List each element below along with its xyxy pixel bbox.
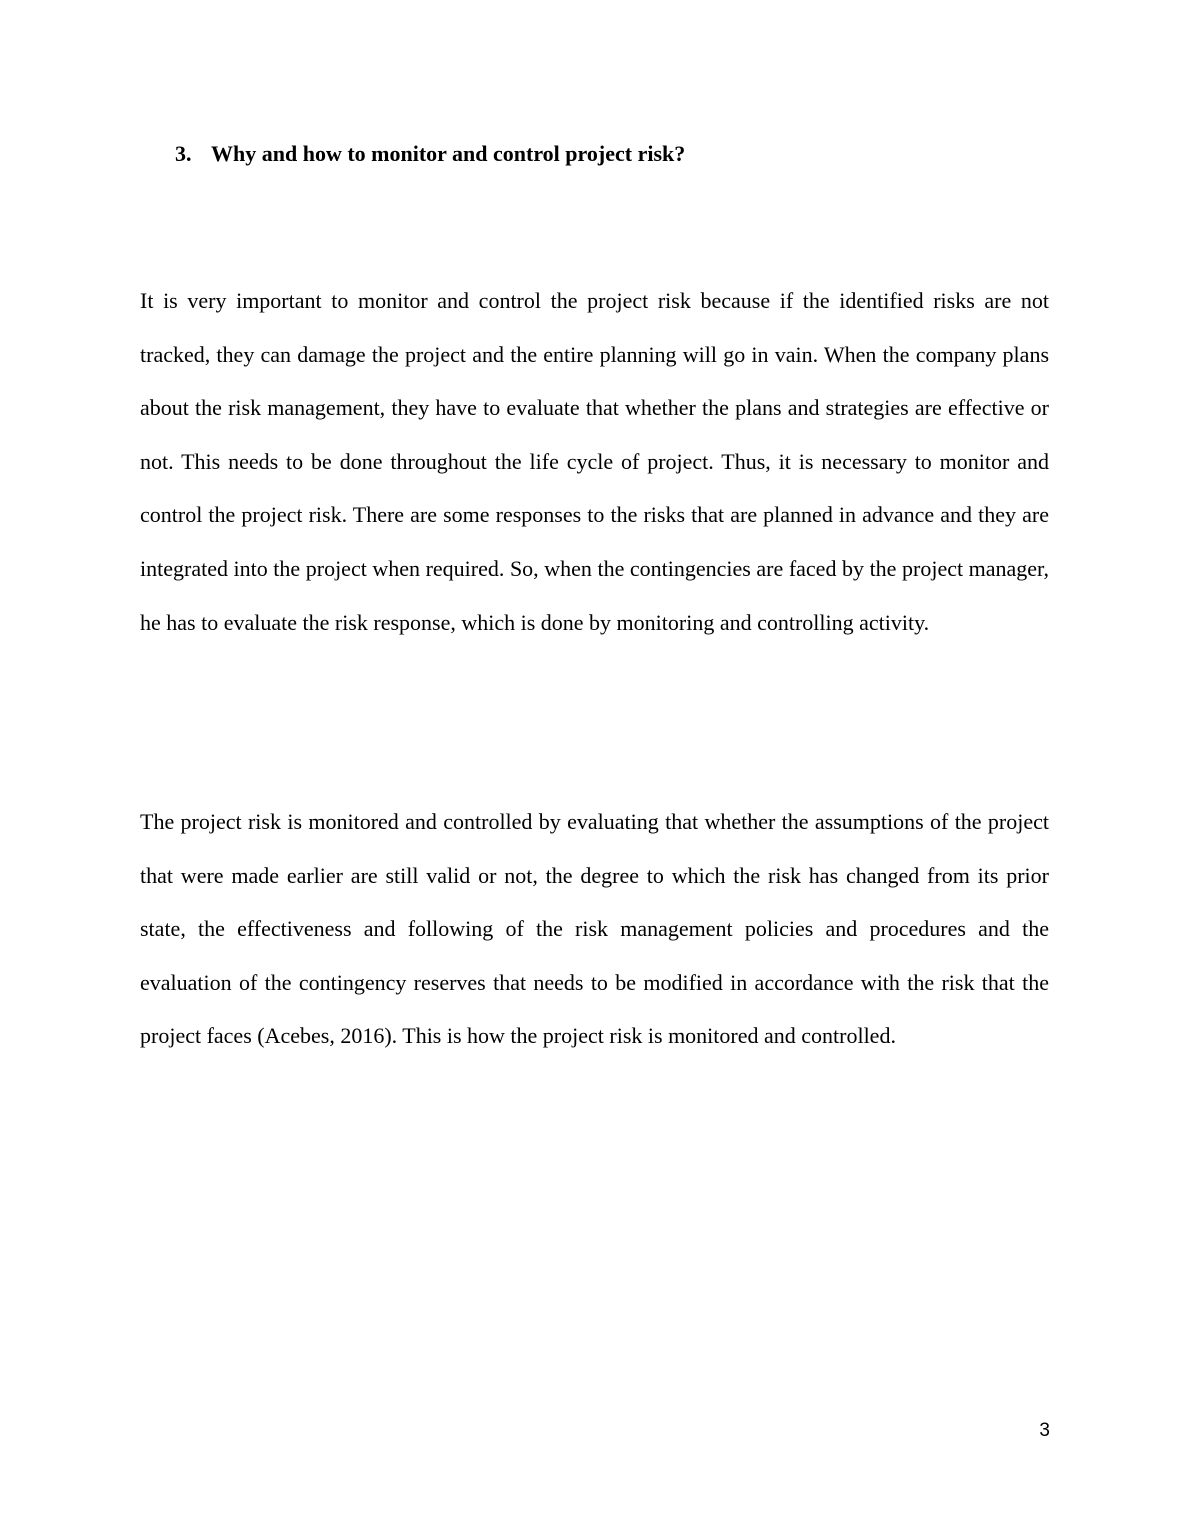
- page-number: 3: [1039, 1420, 1050, 1441]
- body-paragraph-1: It is very important to monitor and control the project risk because if the identified risks are not tracked, they can damage the project and the entire planning will go in vain. When the company plans about the risk management, they have to evaluate that whether the plans and strategies are effective or not. This needs to be done throughout the life cycle of project. Thus, it is necessary to monitor and control the project risk. There are some responses to the risks that are planned in advance and they are integrated into the project when required. So, when the contingencies are faced by the project manager, he has to evaluate the risk response, which is done by monitoring and controlling activity.: [140, 288, 1049, 635]
- section-title: Why and how to monitor and control project risk?: [211, 141, 686, 166]
- body-paragraph-2: The project risk is monitored and controlled by evaluating that whether the assumptions of the project that were made earlier are still valid or not, the degree to which the risk has changed from its prior state, the effectiveness and following of the risk management policies and procedures and the evaluation of the contingency reserves that needs to be modified in accordance with the risk that the project faces (Acebes, 2016). This is how the project risk is monitored and controlled.: [140, 809, 1049, 1049]
- section-number: 3.: [175, 141, 192, 166]
- section-heading: [175, 138, 685, 170]
